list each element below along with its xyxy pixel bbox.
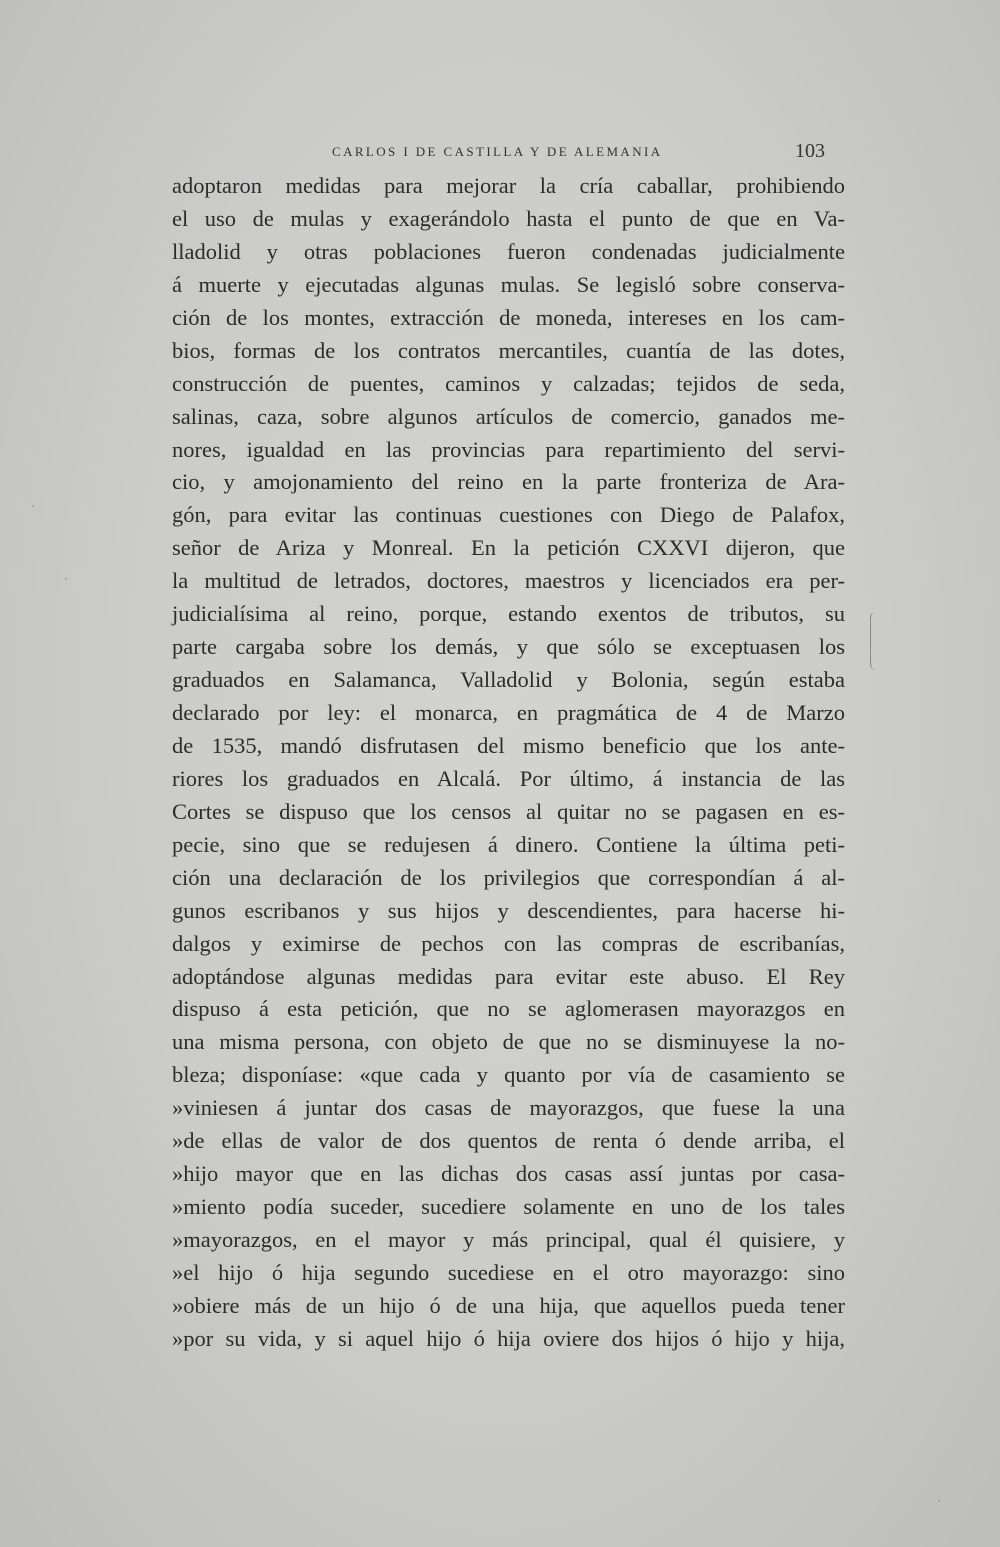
text-line: adoptándose algunas medidas para evitar este abuso. El Rey — [172, 963, 845, 989]
text-line: el uso de mulas y exagerándolo hasta el punto de que en Va- — [172, 205, 845, 231]
text-line: »hijo mayor que en las dichas dos casas assí juntas por casa- — [172, 1161, 845, 1187]
text-line: señor de Ariza y Monreal. En la petición CXXVI dijeron, que — [172, 535, 845, 561]
text-line: gunos escribanos y sus hijos y descendientes, para hacerse hi- — [172, 897, 845, 923]
text-line: construcción de puentes, caminos y calzadas; tejidos de seda, — [172, 370, 845, 396]
page-number: 103 — [795, 140, 825, 162]
text-line: »obiere más de un hijo ó de una hija, que aquellos pueda tener — [172, 1292, 845, 1318]
paper-speck — [65, 578, 67, 580]
text-line: »mayorazgos, en el mayor y más principal, qual él quisiere, y — [172, 1227, 845, 1252]
text-line: riores los graduados en Alcalá. Por último, á instancia de las — [172, 765, 845, 791]
text-line: judicialísima al reino, porque, estando exentos de tributos, su — [172, 601, 845, 627]
text-line: una misma persona, con objeto de que no se disminuyese la no- — [172, 1029, 845, 1055]
text-line: de 1535, mandó disfrutasen del mismo beneficio que los ante- — [172, 732, 845, 758]
text-line: »miento podía suceder, sucediere solamente en uno de los tales — [172, 1194, 845, 1220]
text-line: á muerte y ejecutadas algunas mulas. Se legisló sobre conserva- — [172, 271, 845, 297]
text-line: »por su vida, y si aquel hijo ó hija oviere dos hijos ó hijo y hija, — [172, 1325, 845, 1351]
text-line: »viniesen á juntar dos casas de mayorazgos, que fuese la una — [172, 1095, 845, 1121]
text-line: bleza; disponíase: «que cada y quanto por vía de casamiento se — [172, 1062, 845, 1088]
text-line: ción una declaración de los privilegios que correspondían á al- — [172, 864, 845, 890]
paper-speck — [938, 1500, 940, 1502]
text-line: graduados en Salamanca, Valladolid y Bolonia, según estaba — [172, 667, 845, 693]
text-line: »de ellas de valor de dos quentos de renta ó dende arriba, el — [172, 1128, 845, 1154]
text-line: nores, igualdad en las provincias para repartimiento del servi- — [172, 436, 845, 462]
text-line: dalgos y eximirse de pechos con las compras de escribanías, — [172, 930, 845, 956]
text-line: »el hijo ó hija segundo sucediese en el otro mayorazgo: sino — [172, 1259, 845, 1285]
paper-speck — [32, 505, 34, 507]
running-head — [172, 140, 845, 170]
text-line: bios, formas de los contratos mercantiles, cuantía de las dotes, — [172, 337, 845, 363]
running-title: CARLOS I DE CASTILLA Y DE ALEMANIA — [332, 144, 663, 159]
text-line: lladolid y otras poblaciones fueron condenadas judicialmente — [172, 238, 845, 264]
text-line: declarado por ley: el monarca, en pragmática de 4 de Marzo — [172, 700, 845, 725]
text-line: parte cargaba sobre los demás, y que sólo se exceptuasen los — [172, 634, 845, 660]
text-line: la multitud de letrados, doctores, maestros y licenciados era per- — [172, 568, 845, 594]
text-line: salinas, caza, sobre algunos artículos de comercio, ganados me- — [172, 403, 845, 429]
text-line: ción de los montes, extracción de moneda, intereses en los cam- — [172, 304, 845, 330]
text-line: cio, y amojonamiento del reino en la parte fronteriza de Ara- — [172, 469, 845, 495]
text-line: Cortes se dispuso que los censos al quitar no se pagasen en es- — [172, 798, 845, 824]
margin-mark — [870, 612, 877, 670]
text-line: gón, para evitar las continuas cuestiones con Diego de Palafox, — [172, 502, 845, 528]
body-text — [172, 170, 845, 1356]
text-line: dispuso á esta petición, que no se aglomerasen mayorazgos en — [172, 996, 845, 1022]
text-line: pecie, sino que se redujesen á dinero. Contiene la última peti- — [172, 831, 845, 857]
text-line: adoptaron medidas para mejorar la cría caballar, prohibiendo — [172, 173, 845, 198]
